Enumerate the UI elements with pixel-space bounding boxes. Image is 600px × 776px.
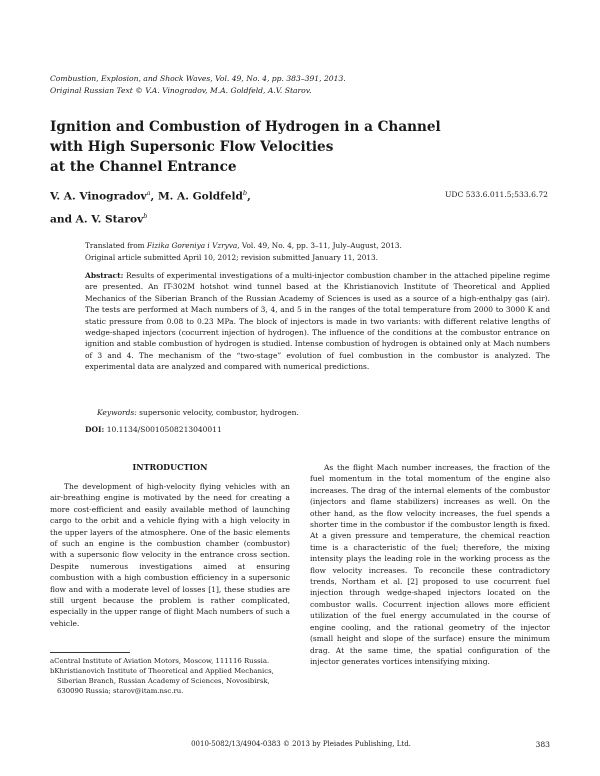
- body-column-right: [310, 462, 550, 667]
- translation-rest: , Vol. 49, No. 4, pp. 3–11, July–August, 2013.: [237, 241, 402, 250]
- copyright-line: 0010-5082/13/4904-0383 © 2013 by Pleiades Publishing, Ltd.: [191, 740, 411, 748]
- author-list: V. A. Vinogradov$^a$, M. A. Goldfeld$^b$, and A. V. Starov$^b$: [50, 189, 251, 226]
- source-journal: Fizika Goreniya i Vzryva: [146, 241, 238, 250]
- submission-dates: Original article submitted April 10, 2012; revision submitted January 11, 2013.: [85, 252, 378, 262]
- abstract-label: Abstract:: [85, 271, 124, 280]
- journal-header: [50, 73, 530, 97]
- article-title: [50, 117, 510, 177]
- udc-code: UDC 533.6.011.5;533.6.72: [445, 190, 548, 199]
- journal-citation: Combustion, Explosion, and Shock Waves, Vol. 49, No. 4, pp. 383–391, 2013.: [50, 74, 346, 83]
- abstract-text: Results of experimental investigations of a multi-injector combustion chamber in the attached pipeline regime are presented. An IT-302M hotshot wind tunnel based at the Khristianovich Institute of Theoretical and Applied Mechanics of the Siberian Branch of the Russian Academy of Sciences is used as a source of a high-enthalpy gas (air). The tests are performed at Mach numbers of 3, 4, and 5 in the ranges of the total temperature from 2000 to 3000 K and static pressure from 0.08 to 0.23 MPa. The block of injectors is made in two variants: with different relative lengths of wedge-shaped injectors (cocurrent injection of hydrogen). The influence of the conditions at the combustor entrance on ignition and stable combustion of hydrogen is studied. Intense combustion of hydrogen is obtained only at Mach numbers of 3 and 4. The mechanism of the “two-stage” evolution of fuel combustion in the combustor is analyzed. The experimental data are analyzed and compared with numerical predictions.: [85, 271, 550, 372]
- footnote-b: bKhristianovich Institute of Theoretical and Applied Mechanics, Siberian Branch, Russian Academy of Sciences, Novosibirsk, 630090 Russia; starov@itam.nsc.ru.: [50, 667, 274, 695]
- footnotes: [50, 656, 290, 696]
- original-text-credit: Original Russian Text © V.A. Vinogradov, M.A. Goldfeld, A.V. Starov.: [50, 86, 312, 95]
- doi: [85, 425, 535, 434]
- abstract: [85, 270, 550, 373]
- author-2-affil: b: [242, 189, 248, 197]
- translation-info: [85, 240, 550, 263]
- footnote-a: aCentral Institute of Aviation Motors, Moscow, 111116 Russia.: [50, 657, 270, 665]
- keywords-label: Keywords:: [97, 408, 137, 417]
- paragraph-1: The development of high-velocity flying vehicles with an air-breathing engine is motivated by the need for creating a more cost-efficient and easily available method of launching cargo to the orbit and a vehicle flying with a high velocity in the upper layers of the atmosphere. One of the basic elements of such an engine is the combustion chamber (combustor) with a supersonic flow velocity in the entrance cross section. Despite numerous investigations aimed at ensuring combustion with a high combustion efficiency in a supersonic flow and with a moderate level of losses [1], these studies are still urgent because the problem is rather complicated, especially in the upper range of flight Mach numbers of such a vehicle.: [50, 482, 290, 628]
- keywords: [97, 408, 547, 417]
- title-line-3: at the Channel Entrance: [50, 159, 237, 175]
- author-3-affil: b: [143, 211, 148, 220]
- doi-link[interactable]: 10.1134/S0010508213040011: [104, 425, 222, 434]
- author-1: V. A. Vinogradov: [50, 190, 147, 203]
- translation-prefix: Translated from: [85, 241, 147, 250]
- page-number: 383: [535, 740, 550, 749]
- doi-label: DOI:: [85, 425, 105, 434]
- footnote-divider: [50, 652, 130, 653]
- section-title: INTRODUCTION: [132, 462, 208, 472]
- keywords-text: supersonic velocity, combustor, hydrogen.: [136, 408, 299, 417]
- title-line-1: Ignition and Combustion of Hydrogen in a Channel: [50, 119, 441, 135]
- paragraph-2: As the flight Mach number increases, the fraction of the fuel momentum in the total momentum of the engine also increases. The drag of the internal elements of the combustor (injectors and flame stabilizers) increases as well. On the other hand, as the flow velocity increases, the fuel spends a shorter time in the combustor if the combustor length is fixed. At a given pressure and temperature, the chemical reaction time is a characteristic of the fuel; therefore, the mixing intensity plays the leading role in the working process as the flow velocity increases. To reconcile these contradictory trends, Northam et al. [2] proposed to use cocurrent fuel injection through wedge-shaped injectors located on the combustor walls. Cocurrent injection allows more efficient utilization of the fuel energy accumulated in the course of engine cooling, and the rational geometry of the injector (small height and slope of the surface) ensure the minimum drag. At the same time, the spatial configuration of the injector generates vortices intensifying mixing.: [310, 463, 550, 666]
- author-2: M. A. Goldfeld: [157, 190, 243, 203]
- author-3: A. V. Starov: [75, 213, 144, 226]
- author-1-affil: a: [146, 189, 151, 197]
- title-line-2: with High Supersonic Flow Velocities: [50, 139, 334, 155]
- body-column-left: [50, 462, 290, 629]
